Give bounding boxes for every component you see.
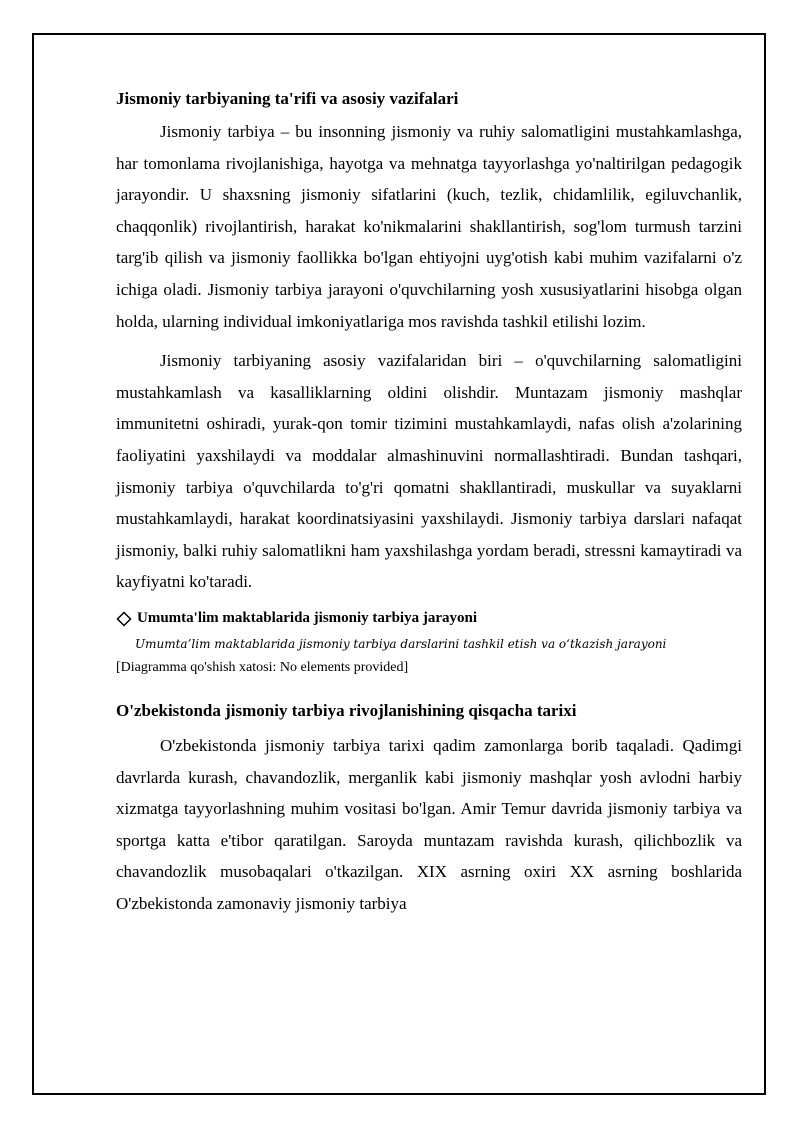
figure-title-row [116, 606, 742, 632]
body-paragraph: O'zbekistonda jismoniy tarbiya tarixi qadim zamonlarga borib taqaladi. Qadimgi davrlarda kurash, chavandozlik, merganlik kabi jismoniy mashqlar yosh avlodni harbiy xizmatga tayyorlashning muhim vositasi bo'lgan. Amir Temur davrida jismoniy tarbiya va sportga katta e'tibor qaratilgan. Saroyda muntazam ravishda kurash, qilichbozlik va chavandozlik musobaqalari o'tkazilgan. XIX asrning oxiri XX asrning boshlarida O'zbekistonda zamonaviy jismoniy tarbiya [116, 735, 742, 913]
figure-subtitle: Umumta’lim maktablarida jismoniy tarbiya darslarini tashkil etish va o‘tkazish jarayoni [135, 636, 667, 651]
figure-title: Umumta'lim maktablarida jismoniy tarbiya jarayoni [137, 610, 477, 627]
body-paragraph: Jismoniy tarbiyaning asosiy vazifalaridan biri – o'quvchilarning salomatligini mustahkamlash va kasalliklarning oldini olishdir. Muntazam jismoniy mashqlar immunitetni oshiradi, yurak-qon tomir tizimini mustahkamlaydi, nafas olish a'zolarining faoliyatini yaxshilaydi va moddalar almashinuvini normallashtiradi. Bundan tashqari, jismoniy tarbiya o'quvchilarda to'g'ri qomatni shakllantiradi, muskullar va suyaklarni mustahkamlaydi, harakat koordinatsiyasini yaxshilaydi. Jismoniy tarbiya darslari nafaqat jismoniy, balki ruhiy salomatlikni ham yaxshilashga yordam beradi, stressni kamaytiradi va kayfiyatni ko'taradi. [116, 351, 742, 592]
figure-error-message: [Diagramma qo'shish xatosi: No elements provided] [116, 659, 409, 675]
body-paragraph: Jismoniy tarbiya – bu insonning jismoniy va ruhiy salomatligini mustahkamlashga, har tomonlama rivojlanishiga, hayotga va mehnatga tayyorlashga yo'naltirilgan pedagogik jarayondir. U shaxsning jismoniy sifatlarini (kuch, tezlik, chidamlilik, egiluvchanlik, chaqqonlik) rivojlantirish, harakat ko'nikmalarini shakllantirish, sog'lom turmush tarzini targ'ib qilish va jismoniy faollikka bo'lgan ehtiyojni uyg'otish kabi muhim vazifalarni o'z ichiga oladi. Jismoniy tarbiya jarayoni o'quvchilarning yosh xususiyatlarini hisobga olgan holda, ularning individual imkoniyatlariga mos ravishda tashkil etilishi lozim. [116, 122, 742, 331]
section-heading: Jismoniy tarbiyaning ta'rifi va asosiy vazifalari [116, 89, 459, 108]
diamond-tag-icon [116, 611, 132, 627]
document-body [116, 84, 742, 919]
figure-block [116, 606, 742, 680]
section-heading: O'zbekistonda jismoniy tarbiya rivojlanishining qisqacha tarixi [116, 700, 577, 720]
